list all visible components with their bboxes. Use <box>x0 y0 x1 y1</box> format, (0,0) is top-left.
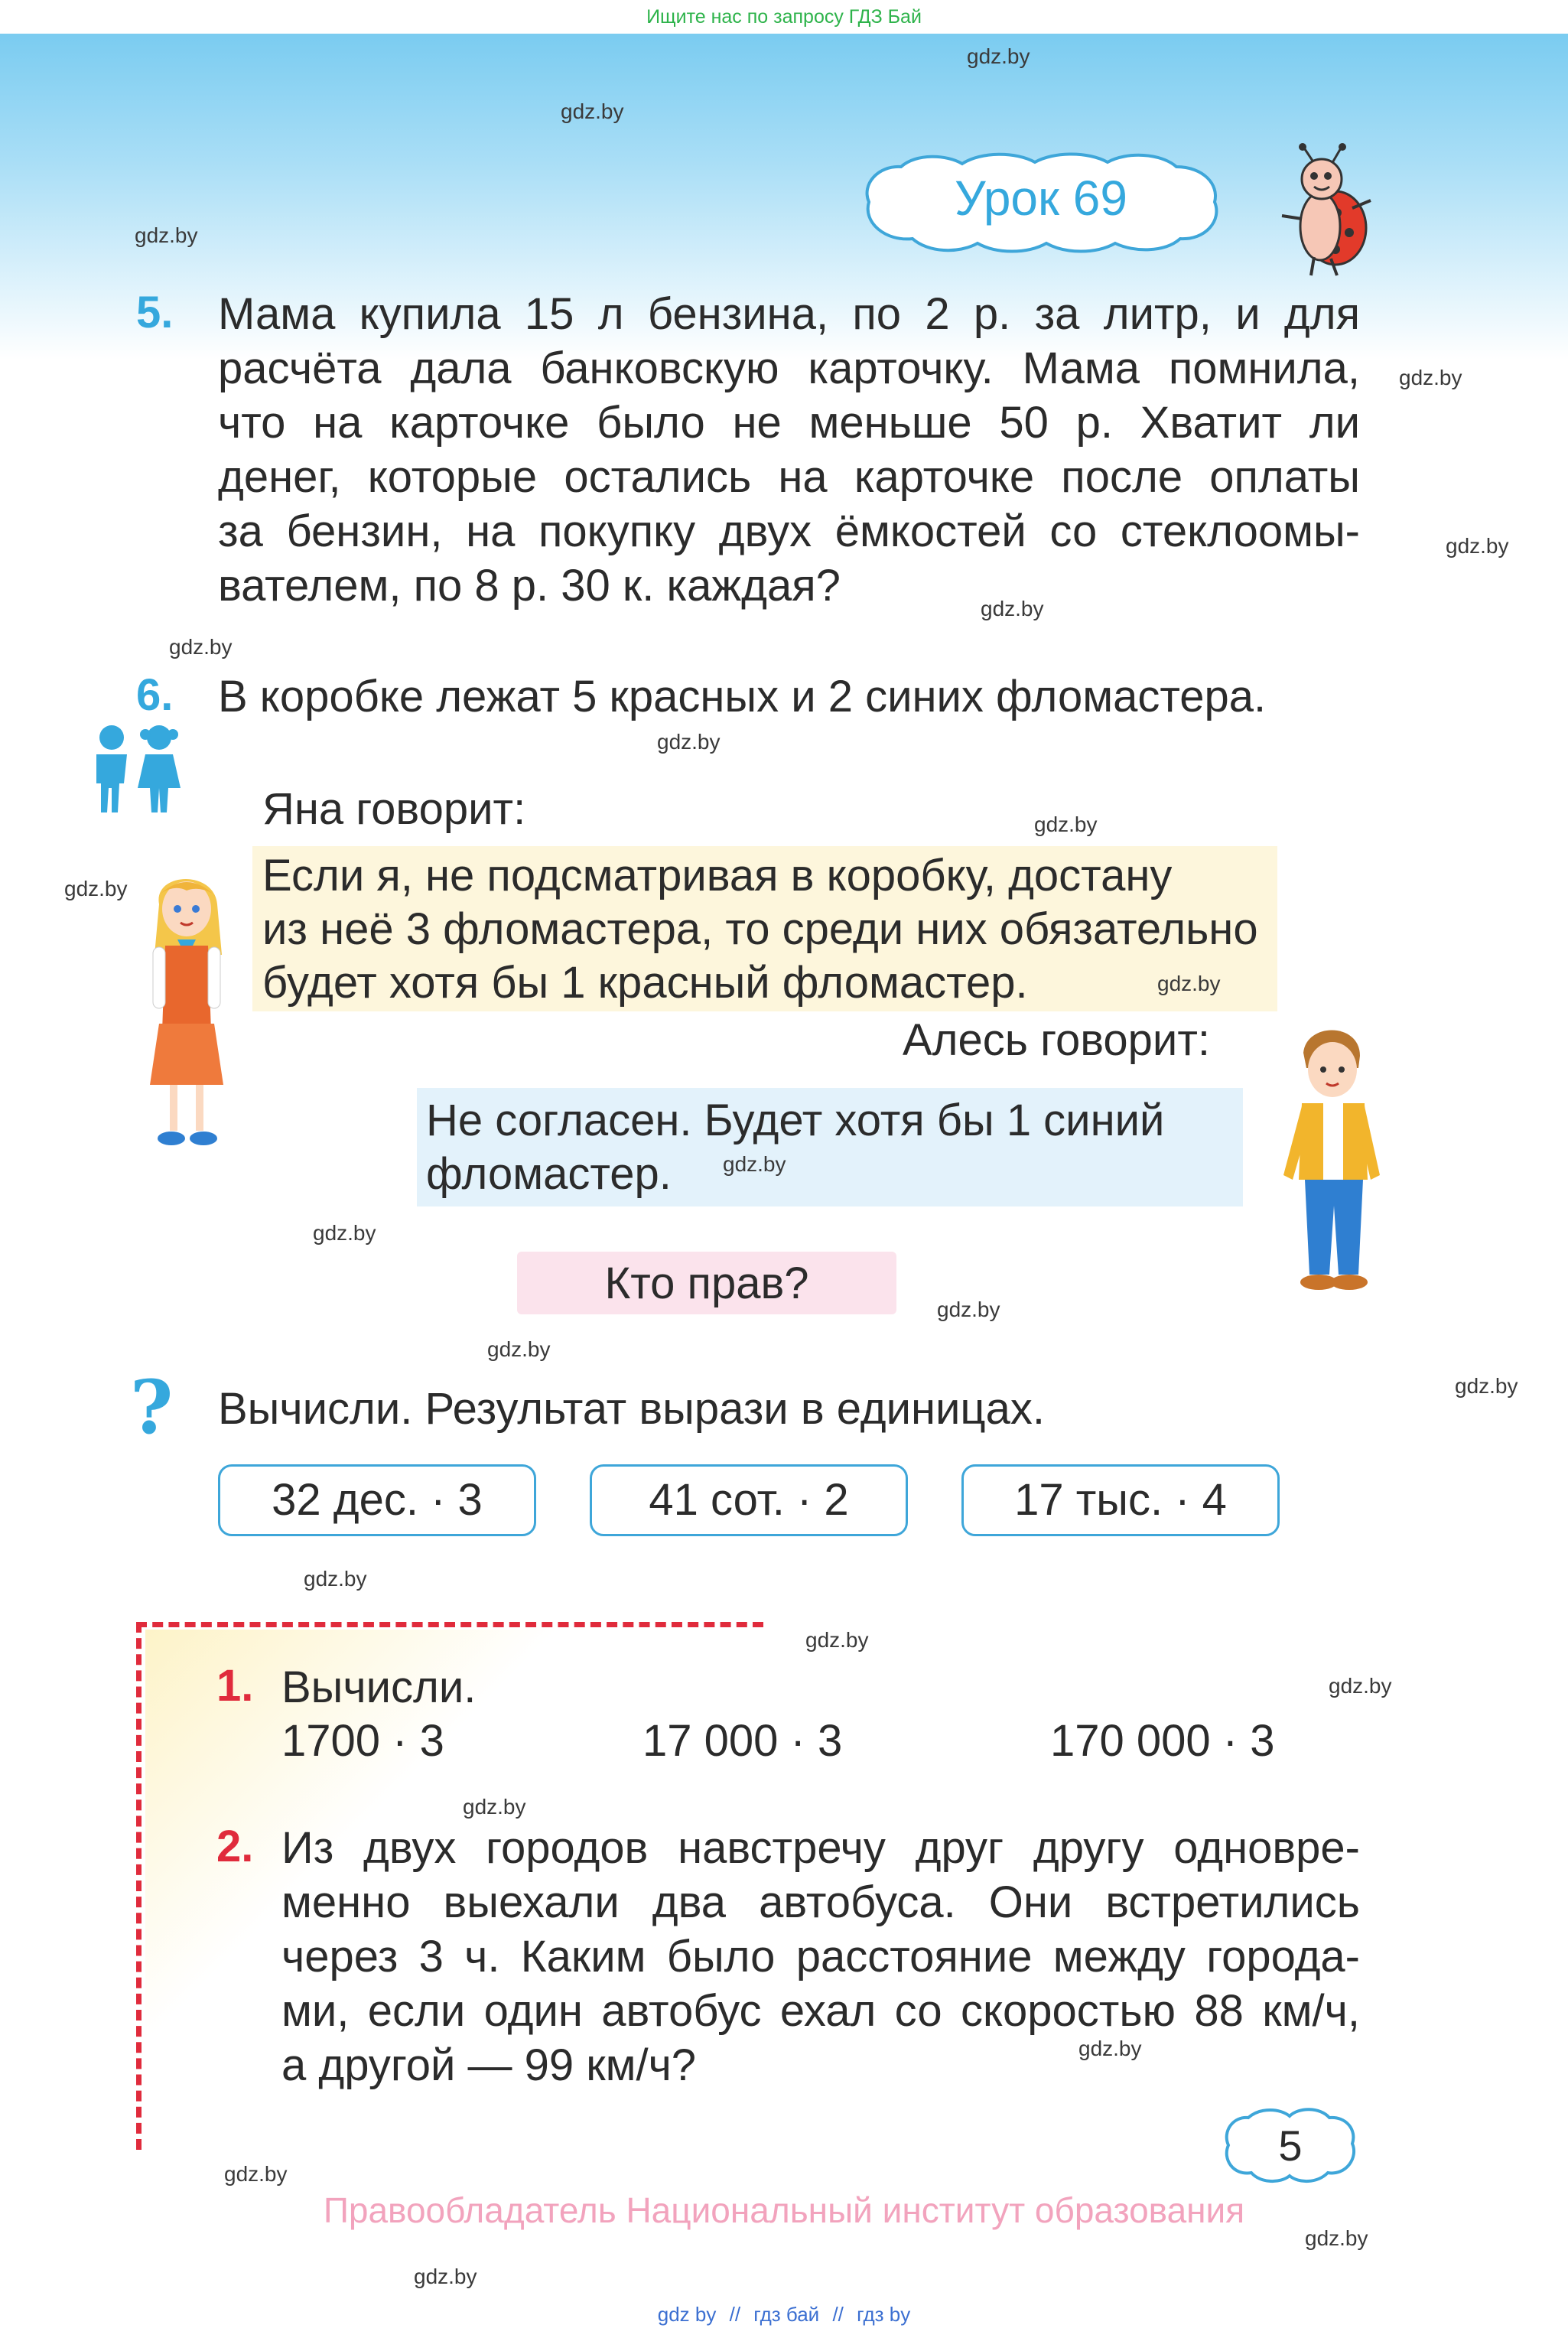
yana-label: Яна говорит: <box>262 784 526 834</box>
girl-illustration <box>138 863 237 1154</box>
question-mark-icon: ? <box>130 1364 174 1451</box>
homework-frame-top <box>136 1622 763 1627</box>
watermark: gdz.by <box>463 1795 526 1819</box>
watermark: gdz.by <box>169 635 233 659</box>
compute-item: 41 сот. · 2 <box>590 1464 908 1536</box>
task5-text: Мама купила 15 л бензина, по 2 р. за литр, и для расчёта дала банковскую карточку. Мама помнила, что на карточке было не меньше 50 р. Хватит ли денег, которые остались на карточке после оплаты за бензин, на покупку двух ёмкостей со стеклоомы- вателем, по 8 р. 30 к. каждая? <box>218 289 1360 611</box>
top-banner[interactable]: Ищите нас по запросу ГДЗ Бай <box>0 0 1568 34</box>
watermark: gdz.by <box>64 877 128 900</box>
footer-link[interactable]: gdz by <box>657 2303 717 2326</box>
compute-item: 32 дес. · 3 <box>218 1464 536 1536</box>
home1-item: 170 000 · 3 <box>1050 1716 1275 1766</box>
watermark: gdz.by <box>224 2162 288 2186</box>
watermark: gdz.by <box>1455 1374 1518 1398</box>
watermark: gdz.by <box>967 44 1030 68</box>
footer-separator: // <box>832 2303 844 2326</box>
watermark: gdz.by <box>1399 366 1462 389</box>
watermark: gdz.by <box>135 223 198 247</box>
compute-text: Вычисли. Результат вырази в единицах. <box>218 1384 1045 1434</box>
ales-speech: Не согласен. Будет хотя бы 1 синий фломастер. <box>426 1096 1165 1199</box>
watermark: gdz.by <box>487 1337 551 1361</box>
copyright: Правообладатель Национальный институт образования <box>323 2190 1245 2230</box>
task6-text: В коробке лежат 5 красных и 2 синих фломастера. <box>218 672 1267 721</box>
footer-link[interactable]: гдз бай <box>753 2303 820 2326</box>
lesson-title: Урок 69 <box>955 171 1127 226</box>
footer-link[interactable]: гдз by <box>857 2303 911 2326</box>
boy-illustration <box>1253 1022 1406 1305</box>
task5-number: 5. <box>136 288 174 337</box>
watermark: gdz.by <box>805 1628 869 1652</box>
watermark: gdz.by <box>561 99 624 123</box>
yana-speech: Если я, не подсматривая в коробку, достану из неё 3 фломастера, то среди них обязательно будет хотя бы 1 красный фломастер. <box>262 851 1258 1008</box>
watermark: gdz.by <box>1305 2226 1368 2250</box>
home2-text: Из двух городов навстречу друг другу одновре- менно выехали два автобуса. Они встретились через 3 ч. Каким было расстояние между города- ми, если один автобус ехал со скоростью 88 км/ч, а другой — 99 км/ч? <box>281 1823 1360 2090</box>
watermark: gdz.by <box>723 1152 786 1176</box>
home1-item: 17 000 · 3 <box>642 1716 843 1766</box>
watermark: gdz.by <box>1078 2037 1142 2060</box>
ladybug-icon <box>1276 142 1375 280</box>
watermark: gdz.by <box>313 1221 376 1245</box>
footer-links <box>0 2303 1568 2327</box>
home1-item: 1700 · 3 <box>281 1716 444 1766</box>
watermark: gdz.by <box>1157 972 1221 995</box>
homework-frame-left <box>136 1622 142 2150</box>
task6-number: 6. <box>136 670 174 720</box>
watermark: gdz.by <box>304 1567 367 1591</box>
footer-separator: // <box>729 2303 741 2326</box>
ales-label: Алесь говорит: <box>903 1015 1211 1065</box>
home1-number: 1. <box>216 1661 254 1711</box>
watermark: gdz.by <box>414 2265 477 2288</box>
question-text: Кто прав? <box>604 1259 809 1308</box>
watermark: gdz.by <box>1329 1674 1392 1698</box>
compute-item: 17 тыс. · 4 <box>961 1464 1280 1536</box>
watermark: gdz.by <box>1034 812 1098 836</box>
watermark: gdz.by <box>937 1298 1000 1321</box>
watermark: gdz.by <box>1446 534 1509 558</box>
pair-work-icon <box>86 724 185 814</box>
watermark: gdz.by <box>657 730 721 754</box>
home1-text: Вычисли. <box>281 1662 477 1712</box>
home2-number: 2. <box>216 1822 254 1871</box>
watermark: gdz.by <box>981 597 1044 620</box>
page-number: 5 <box>1278 2121 1303 2170</box>
